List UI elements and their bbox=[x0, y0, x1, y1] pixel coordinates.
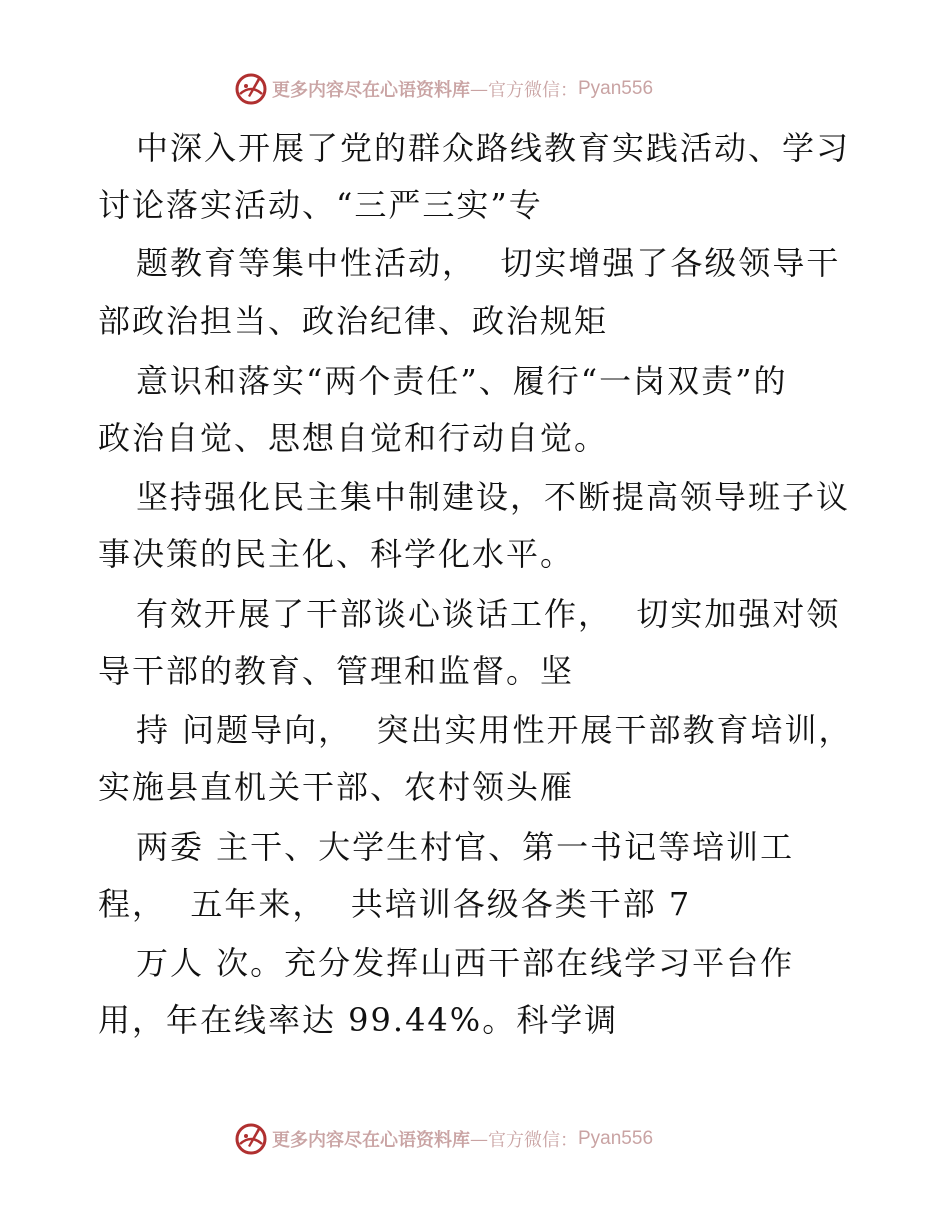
body-line: 导干部的教育、管理和监督。坚 bbox=[98, 652, 575, 690]
body-line: 中深入开展了党的群众路线教育实践活动、学习 bbox=[136, 129, 851, 167]
watermark-wechat-label: 官方微信： bbox=[488, 1130, 578, 1151]
body-line: 有效开展了干部谈心谈话工作， 切实加强对领 bbox=[136, 595, 841, 633]
body-line: 政治自觉、思想自觉和行动自觉。 bbox=[98, 419, 609, 457]
book-quill-logo-icon bbox=[234, 72, 268, 106]
body-line: 部政治担当、政治纪律、政治规矩 bbox=[98, 302, 609, 340]
body-line: 事决策的民主化、科学化水平。 bbox=[98, 535, 575, 573]
body-line: 用，年在线率达 99.44%。科学调 bbox=[98, 1001, 619, 1039]
watermark-wechat-id: Pyan556 bbox=[578, 78, 654, 99]
body-line: 题教育等集中性活动， 切实增强了各级领导干 bbox=[136, 244, 841, 282]
body-line: 持 问题导向， 突出实用性开展干部教育培训， bbox=[136, 711, 853, 749]
watermark-wechat-label: 官方微信： bbox=[488, 80, 578, 101]
watermark-wechat-id: Pyan556 bbox=[578, 1128, 654, 1149]
body-line: 万人 次。充分发挥山西干部在线学习平台作 bbox=[136, 944, 795, 982]
header-watermark bbox=[234, 72, 653, 106]
body-line: 实施县直机关干部、农村领头雁 bbox=[98, 768, 575, 806]
body-line: 坚持强化民主集中制建设，不断提高领导班子议 bbox=[136, 478, 851, 516]
body-line: 意识和落实“两个责任”、履行“一岗双责”的 bbox=[136, 362, 788, 400]
watermark-separator: — bbox=[470, 78, 488, 100]
footer-watermark bbox=[234, 1122, 653, 1156]
book-quill-logo-icon bbox=[234, 1122, 268, 1156]
watermark-brand: 更多内容尽在心语资料库 bbox=[272, 1130, 470, 1151]
body-line: 程， 五年来， 共培训各级各类干部 7 bbox=[98, 885, 692, 923]
body-line: 两委 主干、大学生村官、第一书记等培训工 bbox=[136, 828, 795, 866]
body-line: 讨论落实活动、“三严三实”专 bbox=[98, 186, 543, 224]
watermark-brand: 更多内容尽在心语资料库 bbox=[272, 80, 470, 101]
watermark-separator: — bbox=[470, 1128, 488, 1150]
